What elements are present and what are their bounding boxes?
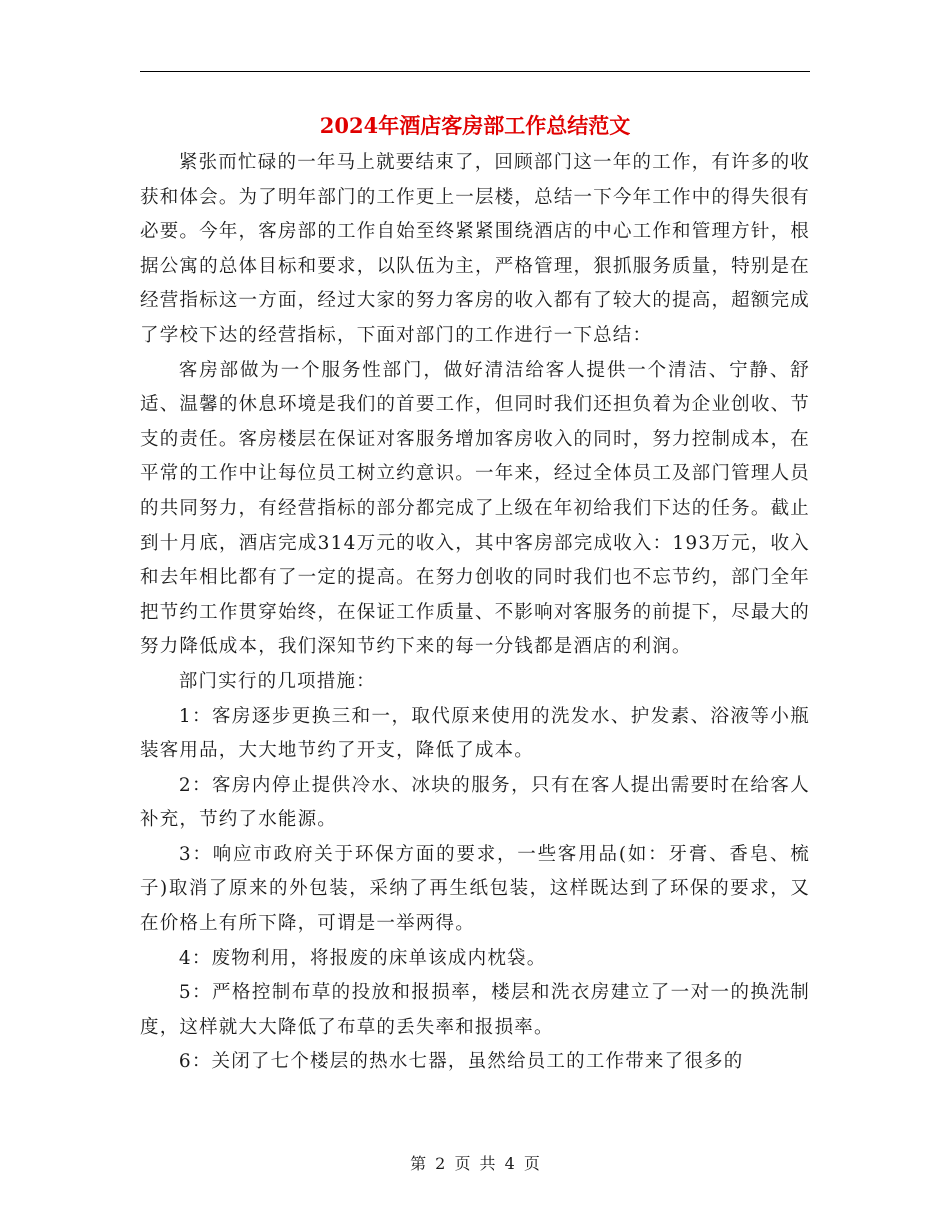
paragraph-intro: 紧张而忙碌的一年马上就要结束了，回顾部门这一年的工作，有许多的收获和体会。为了明年部门的工作更上一层楼，总结一下今年工作中的得失很有必要。今年，客房部的工作自始至终紧紧围绕酒店的中心工作和管理方针，根据公寓的总体目标和要求，以队伍为主，严格管理，狠抓服务质量，特别是在经营指标这一方面，经过大家的努力客房的收入都有了较大的提高，超额完成了学校下达的经营指标，下面对部门的工作进行一下总结： bbox=[140, 152, 810, 346]
paragraph-overview: 客房部做为一个服务性部门，做好清洁给客人提供一个清洁、宁静、舒适、温馨的休息环境是我们的首要工作，但同时我们还担负着为企业创收、节支的责任。客房楼层在保证对客服务增加客房收入的同时，努力控制成本，在平常的工作中让每位员工树立约意识。一年来，经过全体员工及部门管理人员的共同努力，有经营指标的部分都完成了上级在年初给我们下达的任务。截止到十月底，酒店完成314万元的收入，其中客房部完成收入：193万元，收入和去年相比都有了一定的提高。在努力创收的同时我们也不忘节约，部门全年把节约工作贯穿始终，在保证工作质量、不影响对客服务的前提下，尽最大的努力降低成本，我们深知节约下来的每一分钱都是酒店的利润。 bbox=[140, 359, 810, 658]
measure-item-2: 2：客房内停止提供冷水、冰块的服务，只有在客人提出需要时在给客人补充，节约了水能源。 bbox=[140, 774, 810, 831]
measure-item-4: 4：废物利用，将报废的床单该成内枕袋。 bbox=[178, 947, 547, 969]
measure-item-6: 6：关闭了七个楼层的热水七器，虽然给员工的工作带来了很多的 bbox=[178, 1051, 744, 1073]
page-number: 第 2 页 共 4 页 bbox=[410, 1154, 540, 1173]
header-rule bbox=[140, 71, 810, 72]
measure-item-3: 3：响应市政府关于环保方面的要求，一些客用品(如：牙膏、香皂、梳子)取消了原来的外包装，采纳了再生纸包装，这样既达到了环保的要求，又在价格上有所下降，可谓是一举两得。 bbox=[140, 843, 810, 935]
measure-item-1: 1：客房逐步更换三和一，取代原来使用的洗发水、护发素、浴液等小瓶装客用品，大大地节约了开支，降低了成本。 bbox=[140, 705, 810, 762]
measure-item-5: 5：严格控制布草的投放和报损率，楼层和洗衣房建立了一对一的换洗制度，这样就大大降低了布草的丢失率和报损率。 bbox=[140, 982, 810, 1038]
paragraph-measures-heading: 部门实行的几项措施： bbox=[178, 670, 376, 692]
document-body bbox=[140, 146, 810, 1080]
document-title: 2024年酒店客房部工作总结范文 bbox=[319, 113, 631, 138]
